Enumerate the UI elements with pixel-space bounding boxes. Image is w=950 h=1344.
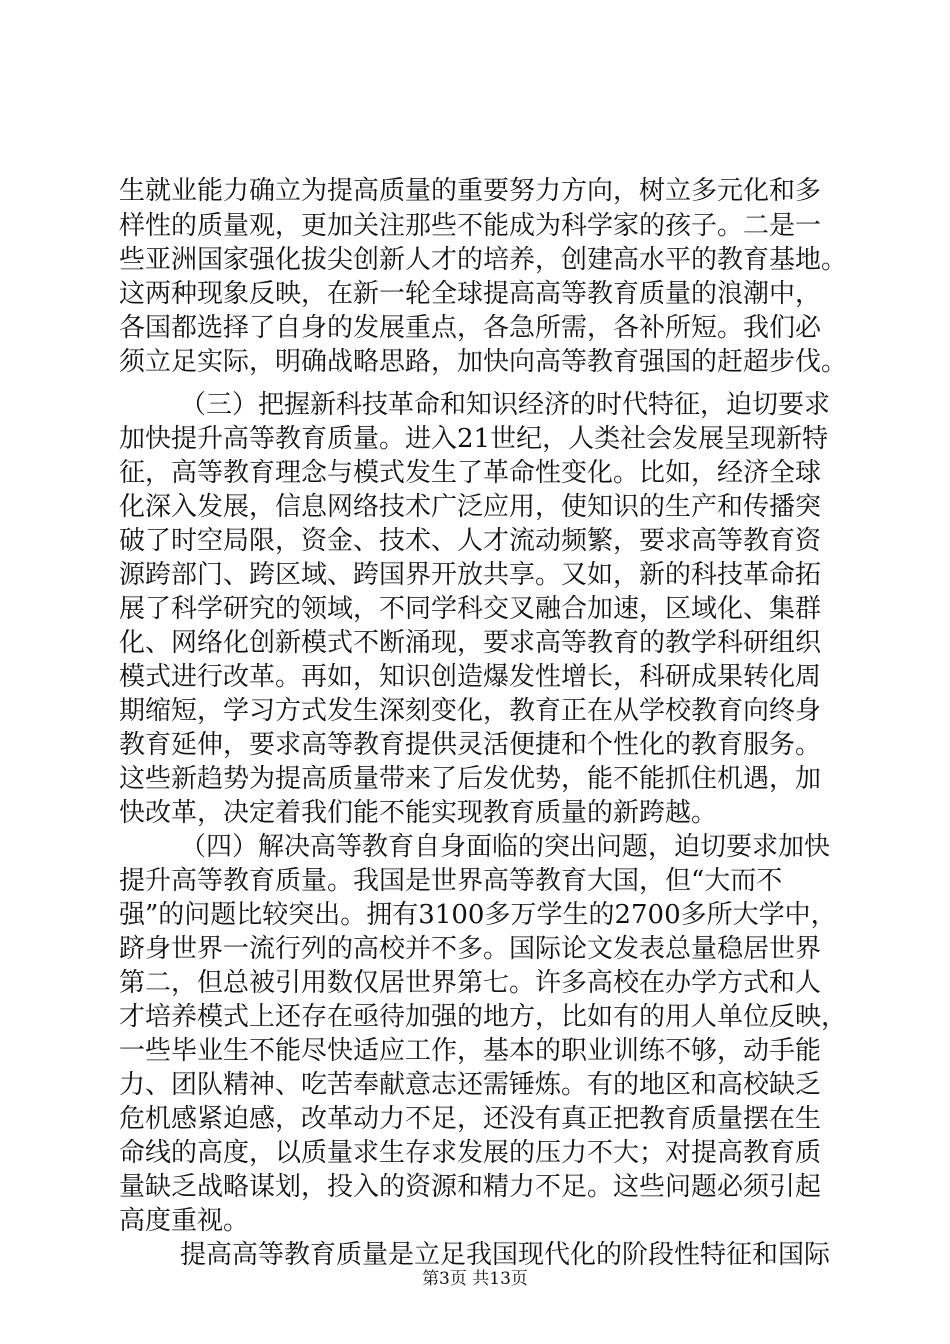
body-text-line: 各国都选择了自身的发展重点，各急所需，各补所短。我们必 xyxy=(119,313,822,343)
body-text-line: 快改革，决定着我们能不能实现教育质量的新跨越。 xyxy=(119,798,718,828)
body-text-line: 模式进行改革。再如，知识创造爆发性增长，科研成果转化周 xyxy=(119,662,822,692)
body-text-line: 高度重视。 xyxy=(119,1206,250,1236)
body-text-line: 征，高等教育理念与模式发生了革命性变化。比如，经济全球 xyxy=(119,458,822,488)
body-text-line: 须立足实际，明确战略思路，加快向高等教育强国的赶超步伐。 xyxy=(119,347,848,377)
section-4-heading-line: （四）解决高等教育自身面临的突出问题，迫切要求加快 xyxy=(180,832,831,862)
body-text-line: 提升高等教育质量。我国是世界高等教育大国，但“大而不 xyxy=(119,866,783,896)
body-text-line: 强”的问题比较突出。拥有3100多万学生的2700多所大学中， xyxy=(119,900,837,930)
body-text-line: 期缩短，学习方式发生深刻变化，教育正在从学校教育向终身 xyxy=(119,696,822,726)
body-text-line: 命线的高度，以质量求生存求发展的压力不大；对提高教育质 xyxy=(119,1138,822,1168)
body-text-line: 这些新趋势为提高质量带来了后发优势，能不能抓住机遇，加 xyxy=(119,764,822,794)
body-text-line: 一些毕业生不能尽快适应工作，基本的职业训练不够，动手能 xyxy=(119,1036,822,1066)
body-text-line: 才培养模式上还存在亟待加强的地方，比如有的用人单位反映， xyxy=(119,1002,848,1032)
body-text-line: 展了科学研究的领域，不同学科交叉融合加速，区域化、集群 xyxy=(119,594,822,624)
body-text-line: 化深入发展，信息网络技术广泛应用，使知识的生产和传播突 xyxy=(119,492,822,522)
body-text-line: 提高高等教育质量是立足我国现代化的阶段性特征和国际 xyxy=(180,1240,831,1270)
body-text-line: 教育延伸，要求高等教育提供灵活便捷和个性化的教育服务。 xyxy=(119,730,822,760)
body-text-line: 破了时空局限，资金、技术、人才流动频繁，要求高等教育资 xyxy=(119,526,822,556)
body-text-line: 这两种现象反映，在新一轮全球提高高等教育质量的浪潮中， xyxy=(119,279,822,309)
page-number-footer: 第3页 共13页 xyxy=(422,1269,528,1289)
section-3-heading-line: （三）把握新科技革命和知识经济的时代特征，迫切要求 xyxy=(180,390,831,420)
body-text-line: 跻身世界一流行列的高校并不多。国际论文发表总量稳居世界 xyxy=(119,934,822,964)
body-text-line: 生就业能力确立为提高质量的重要努力方向，树立多元化和多 xyxy=(119,176,822,206)
body-text-line: 些亚洲国家强化拔尖创新人才的培养，创建高水平的教育基地。 xyxy=(119,245,848,275)
body-text-line: 量缺乏战略谋划，投入的资源和精力不足。这些问题必须引起 xyxy=(119,1172,822,1202)
body-text-line: 第二，但总被引用数仅居世界第七。许多高校在办学方式和人 xyxy=(119,968,822,998)
body-text-line: 危机感紧迫感，改革动力不足，还没有真正把教育质量摆在生 xyxy=(119,1104,822,1134)
body-text-line: 力、团队精神、吃苦奉献意志还需锤炼。有的地区和高校缺乏 xyxy=(119,1070,822,1100)
body-text-line: 样性的质量观，更加关注那些不能成为科学家的孩子。二是一 xyxy=(119,211,822,241)
body-text-line: 加快提升高等教育质量。进入21世纪，人类社会发展呈现新特 xyxy=(119,424,829,454)
body-text-line: 源跨部门、跨区域、跨国界开放共享。又如，新的科技革命拓 xyxy=(119,560,822,590)
body-text-line: 化、网络化创新模式不断涌现，要求高等教育的教学科研组织 xyxy=(119,628,822,658)
